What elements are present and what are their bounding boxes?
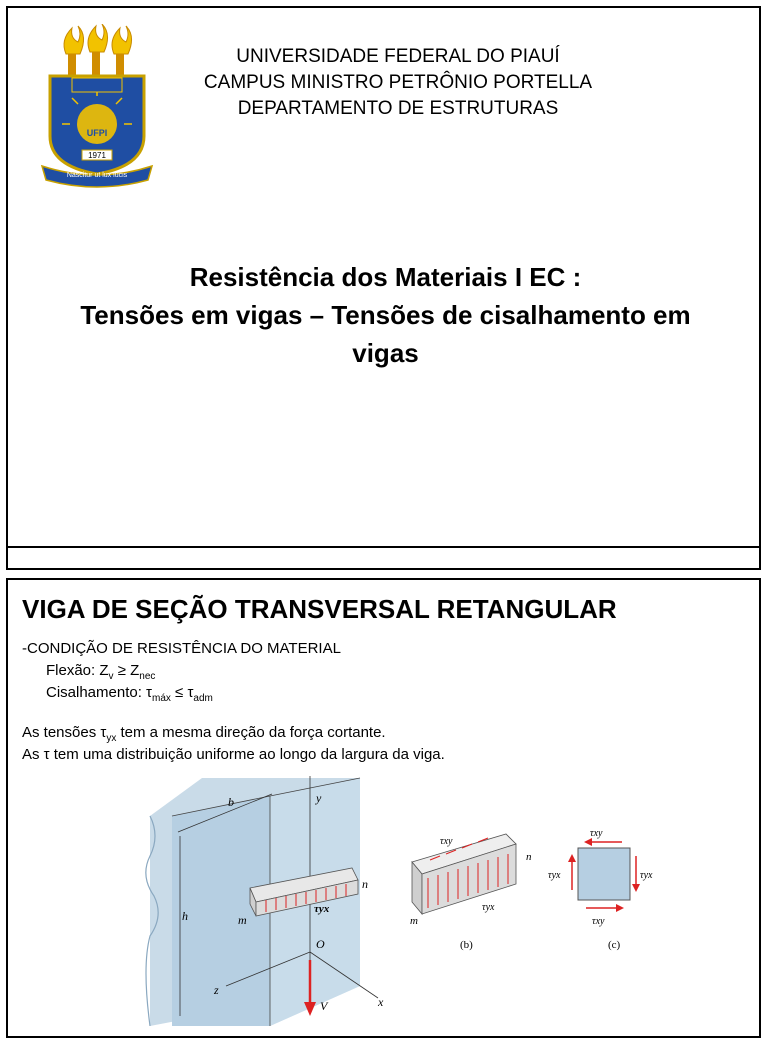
- svg-text:x: x: [378, 995, 384, 1009]
- svg-text:τxy: τxy: [440, 836, 453, 847]
- campus-name: CAMPUS MINISTRO PETRÔNIO PORTELLA: [203, 72, 593, 93]
- notes-strip: [6, 546, 761, 570]
- ufpi-logo-icon: [38, 24, 156, 196]
- svg-text:τyx: τyx: [482, 902, 495, 913]
- svg-text:τxy: τxy: [592, 916, 605, 927]
- cisalhamento-condition: Cisalhamento: $\tau_{máx} \le \tau_{adm}$: [46, 684, 213, 704]
- beam-section-figure: [142, 776, 390, 1026]
- svg-text:τxy: τxy: [590, 828, 603, 839]
- institution-header: [178, 44, 618, 122]
- shear-strip-figure: [406, 830, 546, 956]
- svg-text:1971: 1971: [88, 151, 106, 160]
- shear-distribution-text: As τ tem uma distribuição uniforme ao longo da largura da viga.: [22, 746, 445, 763]
- university-name: UNIVERSIDADE FEDERAL DO PIAUÍ: [236, 46, 560, 67]
- department-name: DEPARTAMENTO DE ESTRUTURAS: [237, 98, 559, 119]
- svg-text:UFPI: UFPI: [86, 128, 108, 138]
- svg-text:τyx: τyx: [314, 903, 330, 915]
- svg-text:n: n: [362, 877, 368, 891]
- svg-text:y: y: [316, 791, 322, 805]
- svg-text:(c): (c): [608, 939, 621, 951]
- svg-text:(b): (b): [460, 939, 473, 951]
- title-line-1: Resistência dos Materiais I EC :: [189, 262, 582, 292]
- svg-text:Nascitur ut lux lucis: Nascitur ut lux lucis: [66, 172, 128, 179]
- svg-text:O: O: [316, 937, 325, 951]
- title-line-2: Tensões em vigas – Tensões de cisalhamento em: [80, 300, 691, 330]
- stress-element-figure: [546, 826, 662, 956]
- svg-text:b: b: [228, 795, 234, 809]
- flexao-condition: Flexão: $Z_v \ge Z_{nec}$: [46, 662, 156, 682]
- shear-direction-text: As tensões $\tau_{yx}$ tem a mesma direção da força cortante.: [22, 724, 386, 744]
- title-slide: [6, 6, 761, 548]
- svg-text:m: m: [410, 915, 418, 927]
- svg-text:m: m: [238, 913, 247, 927]
- slide2-title: VIGA DE SEÇÃO TRANSVERSAL RETANGULAR: [22, 594, 617, 624]
- svg-text:h: h: [182, 909, 188, 923]
- svg-text:z: z: [214, 983, 219, 997]
- slide-title: [28, 258, 743, 372]
- svg-text:τyx: τyx: [548, 870, 561, 881]
- content-slide: [6, 578, 761, 1038]
- condition-heading: -CONDIÇÃO DE RESISTÊNCIA DO MATERIAL: [22, 640, 341, 657]
- svg-text:n: n: [526, 851, 532, 863]
- svg-text:τyx: τyx: [640, 870, 653, 881]
- svg-text:V: V: [320, 999, 328, 1013]
- title-line-3: vigas: [352, 338, 419, 368]
